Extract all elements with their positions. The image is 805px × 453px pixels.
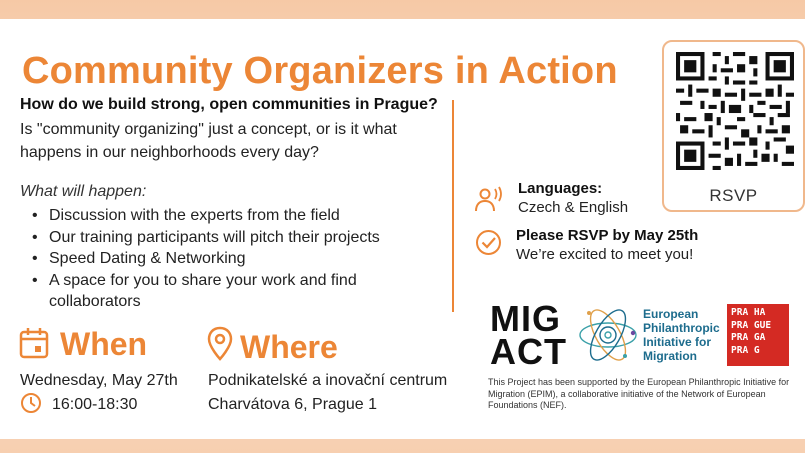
praha-line: PRA HA <box>731 307 766 318</box>
qr-code-box[interactable] <box>662 40 805 212</box>
what-will-happen-label: What will happen: <box>20 183 147 200</box>
epim-line: Migration <box>643 349 697 363</box>
qr-code-icon[interactable] <box>676 52 794 170</box>
calendar-icon <box>19 327 49 359</box>
venue-address: Charvátova 6, Prague 1 <box>208 396 377 413</box>
epim-line: Philanthropic <box>643 321 720 335</box>
event-time: 16:00-18:30 <box>52 396 138 413</box>
praha-line: PRA G <box>731 344 760 356</box>
qr-label: RSVP <box>709 186 758 205</box>
venue-name: Podnikatelské a inovační centrum <box>208 372 448 389</box>
migact-logo-line: ACT <box>490 331 567 372</box>
speaking-person-icon <box>474 185 504 213</box>
intro-text: Is "community organizing" just a concept, or is it what happens in our neighborhoods every day? <box>20 121 397 161</box>
languages-value: Czech & English <box>518 199 629 216</box>
praha-line: PRA GUE <box>731 319 772 331</box>
epim-line: Initiative for <box>643 335 712 349</box>
clock-icon <box>20 392 42 414</box>
epim-logo-text <box>643 307 720 363</box>
list-item: • A space for you to share your work and find collaborators <box>32 270 442 313</box>
intro-question: How do we build strong, open communities in Prague? <box>20 96 438 113</box>
epim-line: European <box>643 307 699 321</box>
when-heading: When <box>60 326 148 362</box>
agenda-list <box>32 205 442 313</box>
praha-line: PRA GA <box>731 332 766 343</box>
event-title: Community Organizers in Action <box>22 50 618 92</box>
location-pin-icon <box>207 326 233 362</box>
list-item: • Speed Dating & Networking <box>32 248 442 270</box>
list-item: • Discussion with the experts from the field <box>32 205 442 227</box>
check-circle-icon <box>475 229 502 256</box>
where-heading: Where <box>240 329 338 365</box>
support-disclaimer: This Project has been supported by the European Philanthropic Initiative for Migration (EPIM), a collaborative initiative of the Network of European Foundations (NEF). <box>488 377 790 410</box>
epim-logo-icon <box>575 304 641 366</box>
divider <box>452 100 454 312</box>
languages-heading: Languages: <box>518 180 603 197</box>
migact-logo <box>490 298 567 372</box>
praha-logo <box>727 304 789 366</box>
list-item: • Our training participants will pitch their projects <box>32 227 442 249</box>
event-date: Wednesday, May 27th <box>20 372 178 389</box>
rsvp-deadline: Please RSVP by May 25th <box>516 227 699 244</box>
migact-logo-line: MIG <box>490 298 561 339</box>
rsvp-message: We’re excited to meet you! <box>516 246 694 263</box>
